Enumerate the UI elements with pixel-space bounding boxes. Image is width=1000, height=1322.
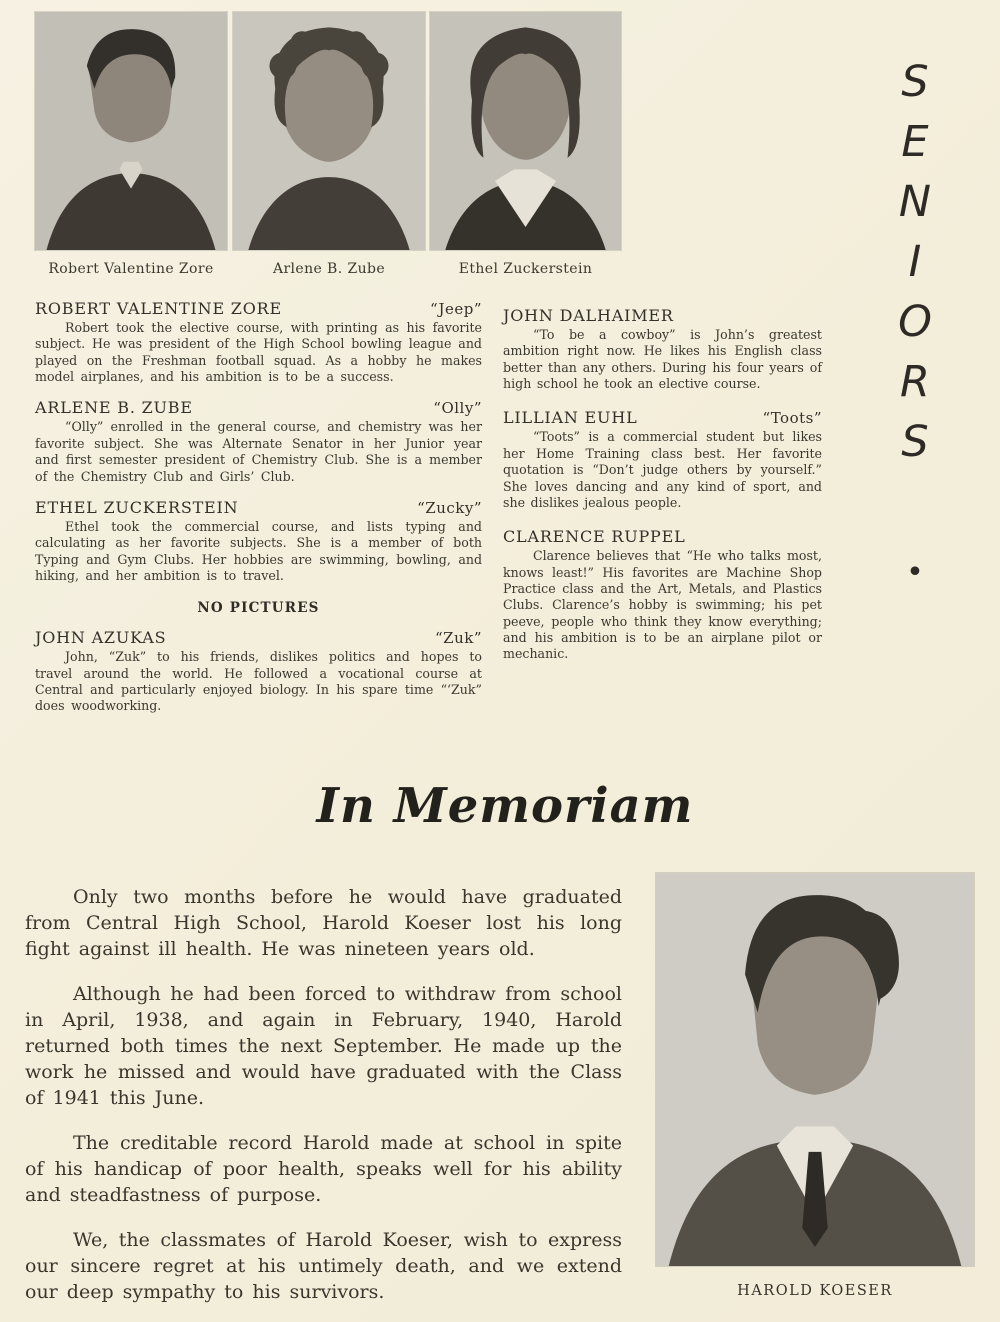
seniors-letter: S xyxy=(901,57,929,107)
entry-head xyxy=(503,527,822,546)
entry-head xyxy=(503,408,822,427)
bio-entry xyxy=(503,306,822,392)
portrait-silhouette-icon xyxy=(35,12,227,250)
seniors-letter: I xyxy=(908,237,922,287)
memorial-paragraph: Although he had been forced to withdraw from school in April, 1938, and again in February, 1940, Harold returned both times the next September. He made up the work he missed and would have graduated with the Class of 1941 this June. xyxy=(25,983,622,1110)
entry-nickname: “Zuk” xyxy=(434,629,482,648)
entry-bio: “Toots” is a commercial student but likes her Home Training class best. Her favorite quotation is “Don’t judge others by yourself.” She loves dancing and any kind of sport, and she dislikes jealous people. xyxy=(503,429,822,510)
portrait-silhouette-icon xyxy=(430,12,621,250)
memorial-text xyxy=(25,884,622,1322)
portrait-silhouette-icon xyxy=(656,873,974,1266)
entry-nickname: “Jeep” xyxy=(429,300,482,318)
portrait-silhouette-icon xyxy=(233,12,425,250)
entry-name: JOHN DALHAIMER xyxy=(503,306,674,325)
bio-entry xyxy=(35,299,482,385)
entry-head xyxy=(35,398,482,417)
seniors-letter: S xyxy=(901,417,929,467)
seniors-letter: N xyxy=(898,177,932,227)
entry-name: ETHEL ZUCKERSTEIN xyxy=(35,497,239,517)
memorial-photo-harold xyxy=(656,873,974,1266)
bio-entry xyxy=(35,628,482,714)
entry-nickname: “Olly” xyxy=(433,399,482,418)
entry-name: ROBERT VALENTINE ZORE xyxy=(35,299,282,318)
memorial-paragraph: The creditable record Harold made at school in spite of his handicap of poor health, speaks well for his ability and steadfastness of purpose. xyxy=(25,1132,622,1207)
entry-bio: “To be a cowboy” is John’s greatest ambition right now. He likes his English class better than any others. During his four years of high school he took an elective course. xyxy=(503,327,822,392)
bio-entry xyxy=(503,527,822,663)
entry-head xyxy=(35,628,482,647)
seniors-vertical-label xyxy=(880,52,950,472)
photo-caption: Arlene B. Zube xyxy=(272,261,386,277)
entry-bio: John, “Zuk” to his friends, dislikes politics and hopes to travel around the world. He followed a vocational course at Central and particularly enjoyed biology. In his spare time “‘Zuk” does woodworking. xyxy=(35,649,482,714)
entry-bio: Ethel took the commercial course, and lists typing and calculating as her favorite subjects. She is a member of both Typing and Gym Clubs. Her hobbies are swimming, bowling, and hiking, and her ambition is to travel. xyxy=(35,518,482,583)
seniors-bullet: • xyxy=(906,555,924,590)
entry-name: JOHN AZUKAS xyxy=(35,628,167,648)
entry-bio: Clarence believes that “He who talks most, knows least!” His favorites are Machine Shop Practice class and the Art, Metals, and Plastics Clubs. Clarence’s hobby is swimming; his pet peeve, people who think they know everything; and his ambition is to be an airplane pilot or mechanic. xyxy=(503,548,822,662)
entry-head xyxy=(35,498,482,517)
entry-head xyxy=(503,306,822,325)
seniors-letter: R xyxy=(900,357,930,407)
seniors-letter: O xyxy=(898,297,932,347)
memorial-paragraph: We, the classmates of Harold Koeser, wish to express our sincere regret at his untimely death, and we extend our deep sympathy to his survivors. xyxy=(25,1229,622,1304)
portrait-photo-robert xyxy=(35,12,227,250)
bio-entry xyxy=(35,498,482,584)
bio-entry xyxy=(35,398,482,484)
entry-name: CLARENCE RUPPEL xyxy=(503,527,686,547)
memorial-photo-caption: HAROLD KOESER xyxy=(737,1283,893,1299)
portrait-photo-arlene xyxy=(233,12,425,250)
memoriam-title: In Memoriam xyxy=(316,778,694,834)
portrait-photo-ethel xyxy=(430,12,621,250)
memorial-paragraph: Only two months before he would have graduated from Central High School, Harold Koeser lost his long fight against ill health. He was nineteen years old. xyxy=(25,886,622,961)
photo-caption: Ethel Zuckerstein xyxy=(458,261,593,277)
entry-bio: Robert took the elective course, with printing as his favorite subject. He was president of the High School bowling league and played on the Freshman football squad. As a hobby he makes model airplanes, and his ambition is to be a success. xyxy=(35,320,482,385)
entry-name: LILLIAN EUHL xyxy=(503,408,638,428)
seniors-letter: E xyxy=(901,117,929,167)
entry-head xyxy=(35,299,482,318)
photo-caption: Robert Valentine Zore xyxy=(48,261,214,277)
entry-nickname: “Toots” xyxy=(762,409,822,428)
entry-nickname: “Zucky” xyxy=(417,498,482,517)
entry-bio: “Olly” enrolled in the general course, and chemistry was her favorite subject. She was Alternate Senator in her Junior year and first semester president of Chemistry Club. She is a member of the Chemistry Club and Girls’ Club. xyxy=(35,419,482,484)
bio-entry xyxy=(503,408,822,511)
no-pictures-heading: NO PICTURES xyxy=(197,600,320,617)
entry-name: ARLENE B. ZUBE xyxy=(35,398,193,418)
bio-column-left xyxy=(35,299,482,728)
bio-column-right xyxy=(503,306,822,679)
